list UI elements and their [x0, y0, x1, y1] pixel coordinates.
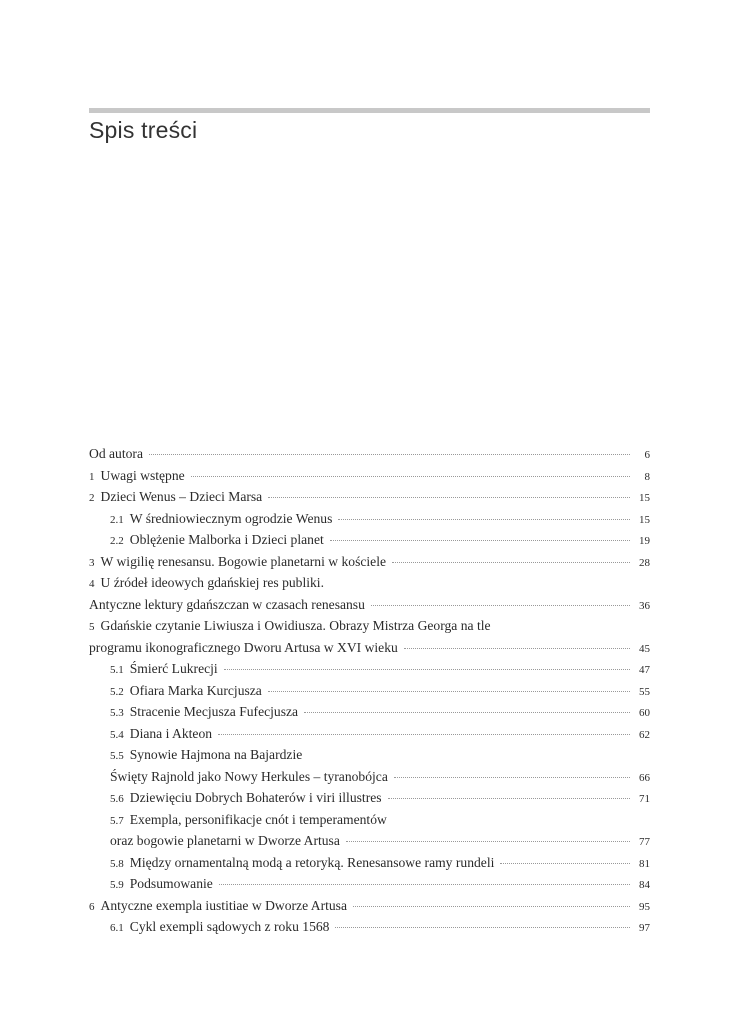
header-rule: [89, 108, 650, 113]
toc-entry-number: 3: [89, 556, 95, 569]
toc-entry[interactable]: [89, 852, 650, 874]
toc-leader-dots: [149, 454, 630, 455]
toc-entry[interactable]: [89, 830, 650, 852]
toc-entry-title: Cykl exempli sądowych z roku 1568: [129, 919, 330, 934]
toc-entry-page: 97: [639, 922, 650, 934]
toc-entry[interactable]: [89, 443, 650, 465]
toc-entry[interactable]: [89, 895, 650, 917]
toc-entry-page: 77: [639, 836, 650, 848]
toc-entry-title: Antyczne lektury gdańszczan w czasach renesansu: [89, 596, 365, 612]
toc-entry-title: programu ikonograficznego Dworu Artusa w XVI wieku: [89, 639, 398, 655]
toc-leader-dots: [392, 562, 630, 563]
toc-entry-number: 5.7: [110, 814, 124, 827]
toc-entry-page: 6: [644, 449, 650, 461]
toc-entry-title: Uwagi wstępne: [100, 467, 185, 483]
toc-entry-page: 19: [639, 535, 650, 547]
toc-entry-title: Oblężenie Malborka i Dzieci planet: [129, 532, 324, 547]
toc-entry[interactable]: [89, 723, 650, 745]
toc-entry-title: Exempla, personifikacje cnót i temperamentów: [129, 811, 387, 827]
toc-entry[interactable]: [89, 701, 650, 723]
toc-entry-page: 8: [644, 470, 650, 483]
toc-entry-page: 71: [639, 793, 650, 805]
toc-entry-number: 5.6: [110, 793, 124, 805]
toc-entry-number: 5.1: [110, 664, 124, 676]
toc-entry-page: 15: [639, 513, 650, 526]
toc-leader-dots: [218, 734, 630, 735]
toc-entry-number: 2: [89, 492, 95, 504]
toc-entry[interactable]: [89, 744, 650, 766]
toc-entry-number: 5: [89, 621, 95, 633]
toc-entry-number: 2.2: [110, 535, 124, 547]
toc-entry-page: 84: [639, 879, 650, 891]
toc-entry-title: Stracenie Mecjusza Fufecjusza: [129, 704, 299, 719]
table-of-contents: [89, 443, 650, 938]
toc-entry[interactable]: [89, 508, 650, 530]
toc-leader-dots: [338, 519, 630, 520]
toc-entry-title: U źródeł ideowych gdańskiej res publiki.: [100, 575, 324, 590]
toc-leader-dots: [371, 605, 630, 606]
toc-entry-page: 36: [639, 599, 650, 612]
toc-leader-dots: [304, 712, 630, 713]
toc-leader-dots: [346, 841, 630, 842]
toc-entry[interactable]: [89, 658, 650, 680]
toc-leader-dots: [335, 927, 630, 928]
toc-entry-title: Dziewięciu Dobrych Bohaterów i viri illustres: [129, 790, 382, 805]
toc-leader-dots: [268, 497, 630, 498]
toc-entry-page: 62: [639, 728, 650, 741]
toc-entry-title: W średniowiecznym ogrodzie Wenus: [129, 510, 333, 526]
toc-entry-number: 2.1: [110, 513, 124, 526]
toc-leader-dots: [330, 540, 630, 541]
toc-leader-dots: [500, 863, 630, 864]
toc-entry-title: Ofiara Marka Kurcjusza: [129, 682, 262, 698]
toc-entry[interactable]: [89, 787, 650, 809]
toc-entry[interactable]: [89, 637, 650, 659]
toc-leader-dots: [404, 648, 630, 649]
toc-leader-dots: [388, 798, 630, 799]
toc-entry-number: 5.2: [110, 685, 124, 698]
toc-entry-title: Dzieci Wenus – Dzieci Marsa: [100, 489, 263, 504]
toc-entry[interactable]: [89, 465, 650, 487]
toc-entry-page: 55: [639, 685, 650, 698]
toc-entry-title: oraz bogowie planetarni w Dworze Artusa: [110, 833, 340, 848]
toc-entry-title: Od autora: [89, 446, 143, 461]
toc-entry-page: 15: [639, 492, 650, 504]
toc-entry-title: W wigilię renesansu. Bogowie planetarni w kościele: [100, 553, 387, 569]
toc-entry-title: Między ornamentalną modą a retoryką. Renesansowe ramy rundeli: [129, 854, 495, 870]
toc-entry[interactable]: [89, 873, 650, 895]
toc-entry[interactable]: [89, 594, 650, 616]
toc-leader-dots: [268, 691, 630, 692]
toc-entry[interactable]: [89, 551, 650, 573]
toc-entry-page: 47: [639, 664, 650, 676]
toc-entry-number: 5.4: [110, 728, 124, 741]
toc-entry-number: 4: [89, 578, 95, 590]
toc-entry-number: 6.1: [110, 922, 124, 934]
toc-entry[interactable]: [89, 615, 650, 637]
toc-leader-dots: [353, 906, 630, 907]
toc-entry-number: 5.5: [110, 750, 124, 762]
toc-entry-page: 60: [639, 707, 650, 719]
toc-entry[interactable]: [89, 809, 650, 831]
toc-entry-number: 6: [89, 900, 95, 913]
toc-entry-title: Podsumowanie: [129, 876, 213, 891]
toc-entry[interactable]: [89, 680, 650, 702]
toc-leader-dots: [219, 884, 630, 885]
toc-entry[interactable]: [89, 572, 650, 594]
toc-entry[interactable]: [89, 766, 650, 788]
toc-entry-page: 45: [639, 642, 650, 655]
toc-entry-title: Synowie Hajmona na Bajardzie: [129, 747, 303, 762]
toc-entry-number: 5.8: [110, 857, 124, 870]
toc-entry-number: 1: [89, 470, 95, 483]
toc-leader-dots: [191, 476, 630, 477]
toc-leader-dots: [394, 777, 630, 778]
toc-entry-title: Śmierć Lukrecji: [129, 661, 218, 676]
toc-entry-page: 81: [639, 857, 650, 870]
toc-entry-title: Święty Rajnold jako Nowy Herkules – tyranobójca: [110, 768, 388, 784]
toc-entry-page: 66: [639, 771, 650, 784]
toc-leader-dots: [224, 669, 630, 670]
toc-entry-title: Antyczne exempla iustitiae w Dworze Artusa: [100, 897, 347, 913]
toc-entry-number: 5.3: [110, 707, 124, 719]
toc-entry[interactable]: [89, 529, 650, 551]
toc-entry-page: 95: [639, 900, 650, 913]
toc-entry-title: Gdańskie czytanie Liwiusza i Owidiusza. Obrazy Mistrza Georga na tle: [100, 618, 491, 633]
toc-entry[interactable]: [89, 486, 650, 508]
toc-entry-page: 28: [639, 556, 650, 569]
toc-entry[interactable]: [89, 916, 650, 938]
toc-entry-title: Diana i Akteon: [129, 725, 213, 741]
toc-entry-number: 5.9: [110, 879, 124, 891]
page-title: Spis treści: [89, 117, 198, 143]
